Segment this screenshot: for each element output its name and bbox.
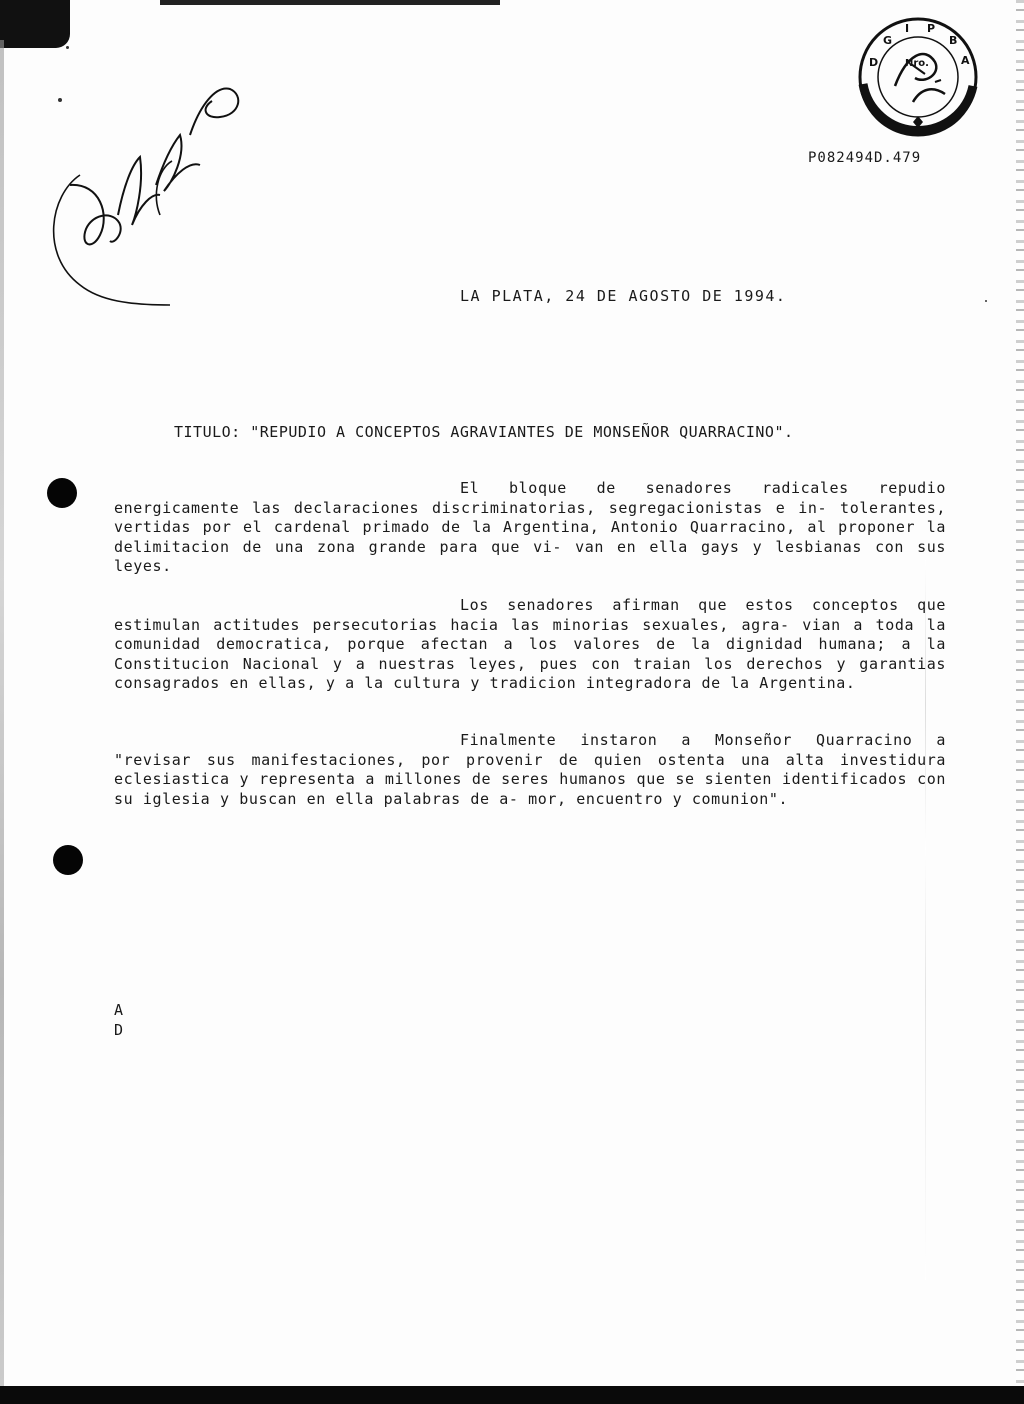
body-paragraph: El bloque de senadores radicales repudio energicamente las declaraciones discriminatorias, segregacionistas e in- tolerantes, vertidas por el cardenal primado de la Argentina, Antonio Quarracino, al proponer la delimitacion de una zona grande para que vi- van en ella gays y lesbianas con sus leyes. <box>114 479 946 575</box>
author-initials <box>114 1000 123 1040</box>
handwritten-signature <box>40 65 250 315</box>
seal-letter: I <box>905 22 910 35</box>
initial-letter: A <box>114 1001 124 1019</box>
scan-artifact-left-edge <box>0 40 4 1390</box>
scan-artifact-bottom-band <box>0 1386 1024 1404</box>
initial-letter: D <box>114 1021 124 1039</box>
seal-letter: G <box>883 34 893 47</box>
body-paragraph: Los senadores afirman que estos conceptos que estimulan actitudes persecutorias hacia las minorias sexuales, agra- vian a toda la comunidad democratica, porque afectan a los valores de la dignidad humana; a la Constitucion Nacional y a nuestras leyes, pues con traian los derechos y garantias consagrados en ellas, y a la cultura y tradicion integradora de la Argentina. <box>114 596 946 692</box>
scan-speck <box>985 300 987 302</box>
seal-letter: D <box>869 56 879 69</box>
reference-number: P082494D.479 <box>808 150 922 166</box>
official-seal <box>855 14 981 140</box>
punch-hole <box>53 845 83 875</box>
document-title: TITULO: "REPUDIO A CONCEPTOS AGRAVIANTES DE MONSEÑOR QUARRACINO". <box>174 423 794 441</box>
scan-artifact-corner <box>0 0 70 48</box>
scan-artifact-top-bar <box>160 0 500 5</box>
scan-artifact-right-edge <box>1016 0 1024 1390</box>
body-paragraph: Finalmente instaron a Monseñor Quarracino a "revisar sus manifestaciones, por provenir de quien ostenta una alta investidura eclesiastica y representa a millones de seres humanos que se sienten identificados con su iglesia y buscan en ella palabras de a- mor, encuentro y comunion". <box>114 731 946 808</box>
seal-center-text: Nro. <box>905 58 929 69</box>
scan-speck <box>66 46 69 49</box>
seal-letter: B <box>949 34 958 47</box>
date-line: LA PLATA, 24 DE AGOSTO DE 1994. <box>460 287 787 305</box>
seal-graphic <box>855 14 981 140</box>
seal-letter: A <box>961 54 970 67</box>
seal-letter: P <box>927 22 936 35</box>
punch-hole <box>47 478 77 508</box>
